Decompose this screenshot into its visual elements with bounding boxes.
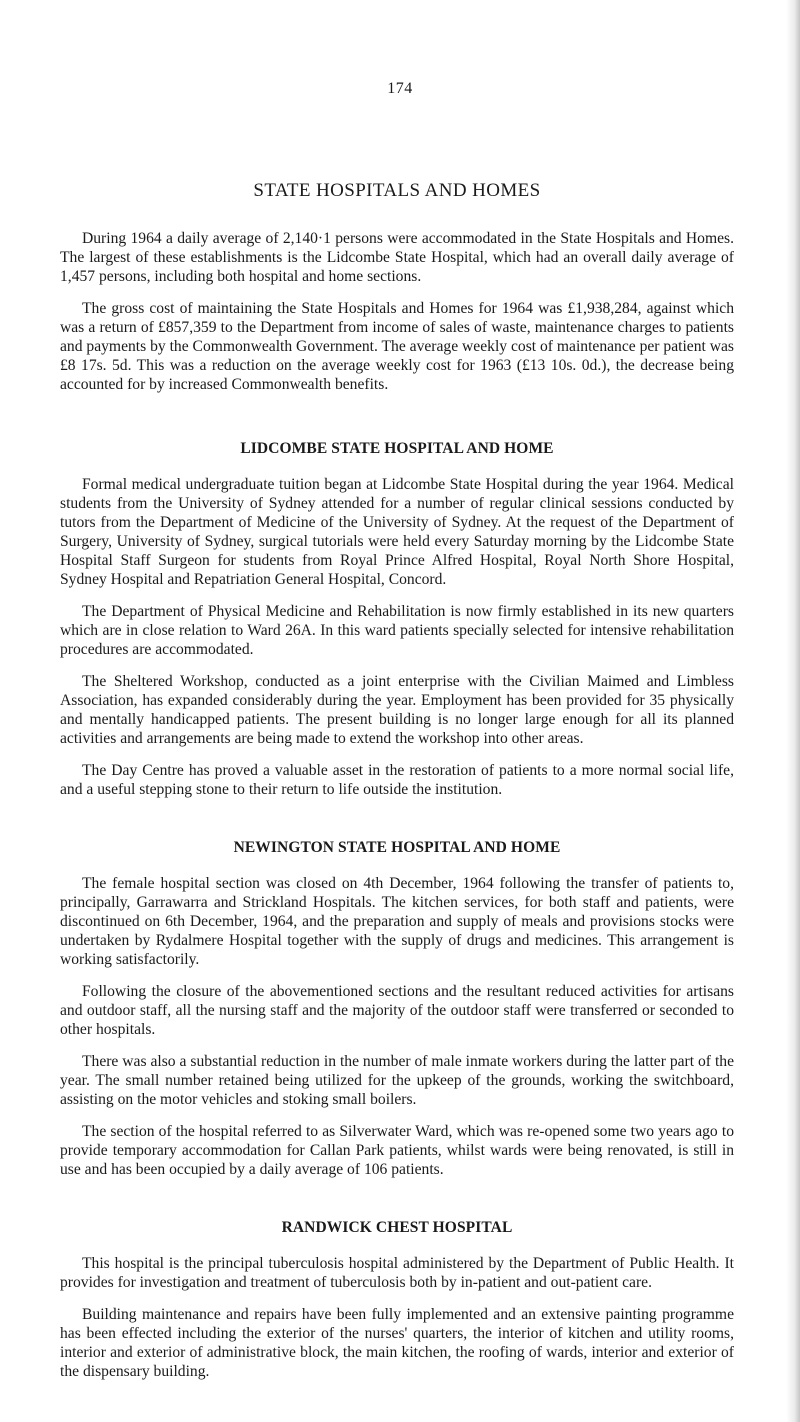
- section-heading: LIDCOMBE STATE HOSPITAL AND HOME: [240, 440, 554, 457]
- section-lidcombe: [60, 440, 734, 799]
- section-paragraph: The Sheltered Workshop, conducted as a joint enterprise with the Civilian Maimed and Limbless Association, has expanded considerably during the year. Employment has been provided for 35 physically and mentally handicapped patients. The present building is no longer large enough for all its planned activities and arrangements are being made to extend the workshop into other areas.: [60, 673, 734, 747]
- intro-paragraph: The gross cost of maintaining the State Hospitals and Homes for 1964 was £1,938,284, against which was a return of £857,359 to the Department from income of sales of waste, maintenance charges to patients and payments by the Commonwealth Government. The average weekly cost of maintenance per patient was £8 17s. 5d. This was a reduction on the average weekly cost for 1963 (£13 10s. 0d.), the decrease being accounted for by increased Commonwealth benefits.: [60, 300, 734, 393]
- section-randwick: [60, 1219, 734, 1381]
- section-paragraph: This hospital is the principal tuberculosis hospital administered by the Department of Public Health. It provides for investigation and treatment of tuberculosis both by in-patient and out-patient care.: [60, 1255, 734, 1291]
- page-edge-shadow: [786, 0, 800, 1422]
- intro-section: [60, 229, 734, 394]
- section-paragraph: The section of the hospital referred to as Silverwater Ward, which was re-opened some two years ago to provide temporary accommodation for Callan Park patients, whilst wards were being renovated, is still in use and has been occupied by a daily average of 106 patients.: [60, 1123, 734, 1178]
- section-heading: NEWINGTON STATE HOSPITAL AND HOME: [233, 839, 561, 856]
- document-body: [60, 180, 734, 1394]
- page-title: STATE HOSPITALS AND HOMES: [253, 180, 541, 201]
- section-heading: RANDWICK CHEST HOSPITAL: [281, 1219, 513, 1236]
- section-paragraph: The Department of Physical Medicine and Rehabilitation is now firmly established in its new quarters which are in close relation to Ward 26A. In this ward patients specially selected for intensive rehabilitation procedures are accommodated.: [60, 603, 734, 658]
- section-paragraph: The Day Centre has proved a valuable asset in the restoration of patients to a more normal social life, and a useful stepping stone to their return to life outside the institution.: [60, 762, 734, 798]
- section-newington: [60, 839, 734, 1179]
- section-paragraph: The female hospital section was closed on 4th December, 1964 following the transfer of patients to, principally, Garrawarra and Strickland Hospitals. The kitchen services, for both staff and patients, were discontinued on 6th December, 1964, and the preparation and supply of meals and provisions stocks were undertaken by Rydalmere Hospital together with the supply of drugs and medicines. This arrangement is working satisfactorily.: [60, 875, 734, 968]
- section-paragraph: Building maintenance and repairs have been fully implemented and an extensive painting programme has been effected including the exterior of the nurses' quarters, the interior of kitchen and utility rooms, interior and exterior of administrative block, the main kitchen, the roofing of wards, interior and exterior of the dispensary building.: [60, 1306, 734, 1380]
- section-paragraph: Following the closure of the abovementioned sections and the resultant reduced activities for artisans and outdoor staff, all the nursing staff and the majority of the outdoor staff were transferred or seconded to other hospitals.: [60, 983, 734, 1038]
- section-paragraph: Formal medical undergraduate tuition began at Lidcombe State Hospital during the year 1964. Medical students from the University of Sydney attended for a number of regular clinical sessions conducted by tutors from the Department of Medicine of the University of Sydney. At the request of the Department of Surgery, University of Sydney, surgical tutorials were held every Saturday morning by the Lidcombe State Hospital Staff Surgeon for students from Royal Prince Alfred Hospital, Royal North Shore Hospital, Sydney Hospital and Repatriation General Hospital, Concord.: [60, 476, 734, 588]
- section-paragraph: There was also a substantial reduction in the number of male inmate workers during the latter part of the year. The small number retained being utilized for the upkeep of the grounds, working the switchboard, assisting on the motor vehicles and stoking small boilers.: [60, 1053, 734, 1108]
- intro-paragraph: During 1964 a daily average of 2,140·1 persons were accommodated in the State Hospitals and Homes. The largest of these establishments is the Lidcombe State Hospital, which had an overall daily average of 1,457 persons, including both hospital and home sections.: [60, 230, 734, 285]
- page-number: 174: [387, 80, 413, 97]
